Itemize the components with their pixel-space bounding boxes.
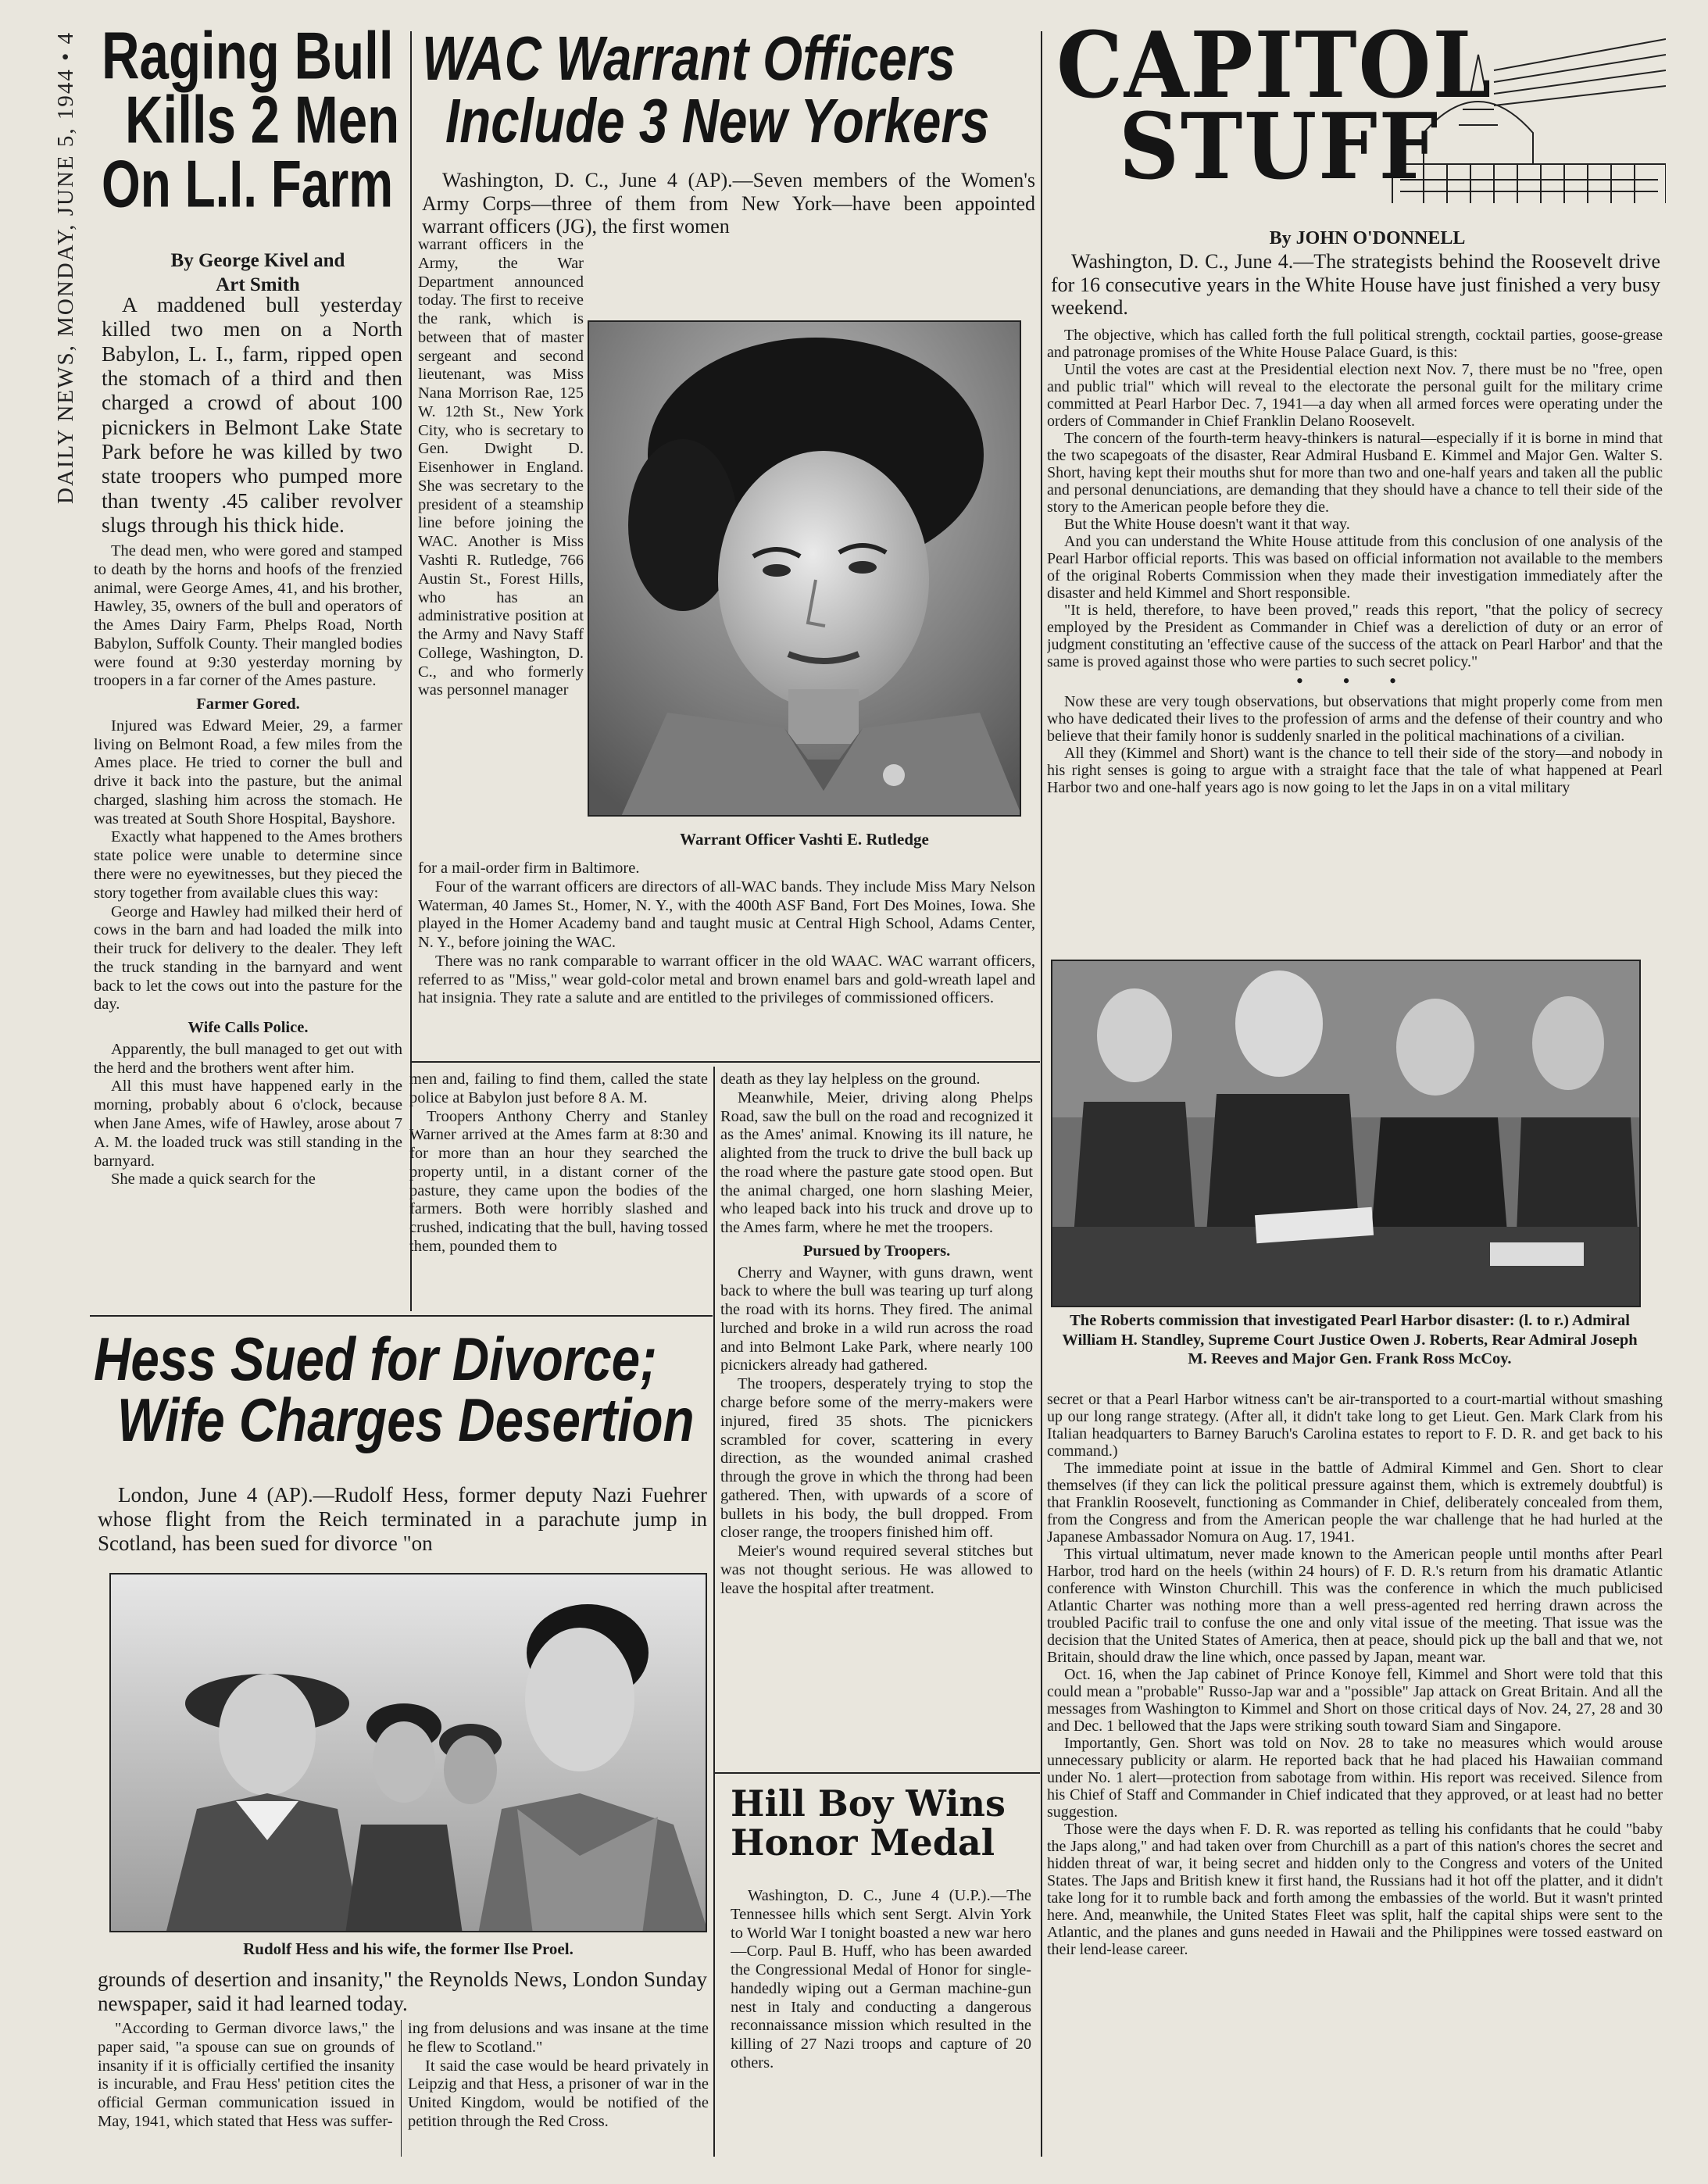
capitol-byline: By JOHN O'DONNELL — [1269, 228, 1466, 248]
bull-headline: Raging Bull Kills 2 Men On L.I. Farm — [102, 19, 400, 222]
hess-lead: London, June 4 (AP).—Rudolf Hess, former deputy Nazi Fuehrer whose flight from the Reich terminated in a parachute jump in Scotland, has been sued for divorce "on — [98, 1483, 707, 1555]
wac-portrait-photo — [588, 320, 1021, 817]
roberts-photo-caption: The Roberts commission that investigated Pearl Harbor disaster: (l. to r.) Admiral William H. Standley, Supreme Court Justice Owen J. Roberts, Rear Admiral Joseph M. Reeves and Major Gen. Frank Ross McCoy. — [1062, 1312, 1638, 1368]
roberts-commission-photo — [1051, 960, 1641, 1307]
wac-lead: Washington, D. C., June 4 (AP).—Seven members of the Women's Army Corps—three of them from New York—have been appointed warrant officers (JG), the first women — [422, 169, 1035, 238]
column-rule — [1041, 31, 1042, 2157]
story-rule — [410, 1061, 1040, 1063]
bull-lead: A maddened bull yesterday killed two men on a North Babylon, L. I., farm, ripped open the stomach of a third and then charged a crowd of about 100 picnickers in Belmont Lake State Park before he was killed by two state troopers who pumped more than twenty .45 caliber revolver slugs through his thick hide. — [102, 292, 402, 538]
hess-photo-caption: Rudolf Hess and his wife, the former Ilse Proel. — [243, 1939, 574, 1958]
wac-headline: WAC Warrant Officers Include 3 New Yorkers — [422, 23, 990, 155]
woman-portrait-image — [589, 322, 1021, 817]
bull-column-1: The dead men, who were gored and stamped to death by the horns and hoofs of the frenzied animal, were George Ames, 41, and his brother, Hawley, 35, owners of the bull and operators of the Ames Dairy Farm, Phelps Road, North Babylon, Suffolk County. Their mangled bodies were found at 9:30 yesterday morning by troopers in a far corner of the Ames pasture. Farmer Gored. Injured was Edward Meier, 29, a farmer living on Belmont Road, a few miles from the Ames place. He tried to corner the bull and drive it back into the pasture, but the animal charged, slashing him across the stomach. He was treated at South Shore Hospital, Bayshore. Exactly what happened to the Ames brothers state police were unable to determine since there were no eyewitnesses, but they pieced the story together from available clues this way: George and Hawley had milked their herd of cows in the barn and had loaded the milk into their truck for delivery to the dealer. They left the truck standing in the barnyard and went back to let the cows out into the pasture for the day. Wife Calls Police. Apparently, the bull managed to get out with the herd and the brothers went after him. All this must have happened early in the morning, probably about 6 o'clock, because when Jane Ames, wife of Hawley, arose about 7 A. M. the loaded truck was still standing in the barnyard. She made a quick search for the — [94, 542, 402, 1189]
logo-capitol-text: CAPITOL — [1056, 13, 1493, 119]
wac-column: warrant officers in the Army, the War Department announced today. The first to receive the rank, which is between that of master sergeant and second lieutenant, was Miss Nana Morrison Rae, 125 W. 12th St., New York City, who is secretary to Gen. Dwight D. Eisenhower in England. She was secretary to the president of a steamship line before joining the WAC. Another is Miss Vashti R. Rutledge, 766 Austin St., Forest Hills, who has an administrative position at the Army and Navy Staff College, Washington, D. C., and who formerly was personnel manager — [418, 236, 584, 699]
wac-photo-caption: Warrant Officer Vashti E. Rutledge — [680, 830, 929, 849]
capitol-column-top: The objective, which has called forth the full political strength, cocktail parties, goose-grease and patronage promises of the White House Palace Guard, is this: Until the votes are cast at the Presidential election next Nov. 7, there must be no "free, open and public trial" which will reveal to the electorate the personal guilt for the military crime committed at Pearl Harbor Dec. 7, 1941—a day when all armed forces were operating under the orders of Commander in Chief Franklin Delano Roosevelt. The concern of the fourth-term heavy-thinkers is natural—especially if it is borne in mind that the two scapegoats of the disaster, Rear Admiral Husband E. Kimmel and Major Gen. Walter S. Short, having kept their mouths shut for more than two and one-half years and taken all the public and personal denunciations, are demanding that they should have a chance to tell their side of the story to the American people before they die. But the White House doesn't want it that way. And you can understand the White House attitude from this conclusion of one analysis of the Pearl Harbor official reports. This was based on official information not available to the members of the original Roberts Commission when they made their investigation immediately after the disaster and held Kimmel and Short responsible. "It is held, therefore, to have been proved," reads this report, "that the policy of secrecy employed by the President as Commander in Chief was a dereliction of duty or an error of judgment constituting an 'effective cause of the success of the attack on Pearl Harbor' and that the same is proved against those who were parties to such secret policy." • • • Now these are very tough observations, but observations that might properly come from men who have dedicated their lives to the profession of arms and the defense of their country and who believe that their family honor is suddenly snarled in the political machinations of a civilian. All they (Kimmel and Short) want is the chance to tell their side of the story—and nobody in his right senses is going to argue with a straight face that the tale of what happened at Pearl Harbor two and one-half years ago is now going to let the Japs in on a vital military — [1047, 327, 1663, 796]
hess-column-2: ing from delusions and was insane at the time he flew to Scotland." It said the case would be heard privately in Leipzig and that Hess, a prisoner of war in the United Kingdom, would be notified of the petition through the Red Cross. — [408, 2020, 709, 2130]
hess-headline: Hess Sued for Divorce; Wife Charges Desertion — [94, 1324, 695, 1454]
commission-group-image — [1052, 961, 1641, 1307]
column-rule — [401, 2020, 402, 2157]
hess-couple-image — [111, 1575, 707, 1932]
capitol-lead: Washington, D. C., June 4.—The strategists behind the Roosevelt drive for 16 consecutive years in the White House have just finished a very busy weekend. — [1051, 250, 1660, 320]
hess-after-photo: grounds of desertion and insanity," the Reynolds News, London Sunday newspaper, said it had learned today. — [98, 1968, 707, 2015]
column-rule — [713, 1067, 715, 2157]
hill-body: Washington, D. C., June 4 (U.P.).—The Tennessee hills which sent Sergt. Alvin York to World War I tonight boasted a new war hero—Corp. Paul B. Huff, who has been awarded the Congressional Medal of Honor for single-handedly wiping out a German machine-gun nest in Italy and conducting a dangerous reconnaissance mission which resulted in the killing of 27 Nazi troops and capture of 20 others. — [731, 1887, 1031, 2071]
wac-tail: for a mail-order firm in Baltimore. Four of the warrant officers are directors of all-WAC bands. They include Miss Mary Nelson Waterman, 40 James St., Homer, N. Y., with the 400th ASF Band, Fort Des Moines, Iowa. She played in the Homer Academy band and taught music at Central High School, Adams Center, N. Y., before joining the WAC. There was no rank comparable to warrant officer in the old WAAC. WAC warrant officers, referred to as "Miss," wear gold-color metal and brown enamel bars and gold-wreath lapel and hat insignia. They rate a salute and are entitled to the privileges of commissioned officers. — [418, 860, 1035, 1007]
page-folio: DAILY NEWS, MONDAY, JUNE 5, 1944 • 4 — [53, 31, 78, 505]
logo-stuff-text: STUFF — [1119, 94, 1440, 200]
hess-column-1: "According to German divorce laws," the paper said, "a spouse can sue on grounds of insanity if it is officially certified the insanity is incurable, and Frau Hess' petition cites the official German communication issued in May, 1941, which stated that Hess was suffer- — [98, 2020, 395, 2130]
story-rule — [90, 1315, 713, 1317]
hess-photo — [109, 1573, 707, 1932]
bull-column-3: death as they lay helpless on the ground. Meanwhile, Meier, driving along Phelps Road, saw the bull on the road and recognized it as the Ames' animal. Knowing its ill nature, he alighted from the truck to drive the bull back up the road where the pasture gate stood open. But the animal charged, one horn slashing Meier, who leaped back into his truck and drove up to the Ames farm, where he met the troopers. Pursued by Troopers. Cherry and Wayner, with guns drawn, went back to where the bull was tearing up turf along the road with its horns. They fired. The animal lurched and broke in a wild run across the road and into Belmont Lake Park, where nearly 100 picnickers already had gathered. The troopers, desperately trying to stop the charge before some of the merry-makers were injured, fired 35 shots. The picnickers scrambled for cover, scattering in every direction, as the wounded animal crashed through the grove in which the throng had been gathered. Then, with upwards of a score of bullets in his body, the bull dropped. From closer range, the troopers finished him off. Meier's wound required several stitches but was not thought serious. He was allowed to leave the hospital after treatment. — [720, 1071, 1033, 1597]
bull-byline: By George Kivel and Art Smith — [170, 250, 345, 296]
hill-headline: Hill Boy Wins Honor Medal — [731, 1782, 1006, 1864]
bull-column-2: men and, failing to find them, called the state police at Babylon just before 8 A. M. Troopers Anthony Cherry and Stanley Warner arrived at the Ames farm at 8:30 and for more than an hour they searched the property until, in a distant corner of the pasture, they came upon the bodies of the farmers. Both were horribly slashed and crushed, indicating that the bull, having tossed them, pounded them to — [409, 1071, 708, 1255]
capitol-column-bottom: secret or that a Pearl Harbor witness can't be air-transported to a court-martial without smashing up our long range strategy. (After all, it didn't take long to get Lieut. Gen. Mark Clark from his Italian headquarters to Barney Baruch's Carolina estates to report to F. D. R. and get back to his command.) The immediate point at issue in the battle of Admiral Kimmel and Gen. Short to clear themselves (if they can lick the political pressure against them, which is extremely doubtful) is that Franklin Roosevelt, functioning as Commander in Chief, deliberately concealed from them, from the Congress and from the American people the war challenge that he had hurled at the Japanese Ambassador Nomura on Aug. 17, 1941. This virtual ultimatum, never made known to the American people until months after Pearl Harbor, trod hard on the heels (within 24 hours) of F. D. R.'s return from his dramatic Atlantic conference with Winston Churchill. This was the conference in which the much publicised Atlantic Charter was nothing more than a well press-agented red herring drawn across the troubled Pacific trail to confuse the one and only vital issue of the meeting. That issue was the decision that the United States of America, then at peace, should pick up the ball and that we, not Britain, should draw the line which, once passed by Japan, meant war. Oct. 16, when the Jap cabinet of Prince Konoye fell, Kimmel and Short were told that this could mean a "probable" Russo-Jap war and a "possible" Jap attack on Great Britain. And all the messages from Washington to Kimmel and Short on those critical days of Nov. 24, 27, 28 and 30 and Dec. 1 bellowed that the Japs were striking south toward Siam and Singapore. Importantly, Gen. Short was told on Nov. 28 to take no measures which would arouse unnecessary publicity or alarm. He reported back that he had placed his Hawaiian command under No. 1 alert—protection from sabotage from within. His report was received. Silence from his Chief of Staff and Commander in Chief indicated that they approved, or at least had no better suggestion. Those were the days when F. D. R. was reported as telling his confidants that he could "baby the Japs along," and had taken over from Churchill as a part of this nation's chores the secret and hidden threat of war, it being secret and hidden only to the Congress and voters of the United States. The Japs and British knew it first hand, the Russians had it hot off the platter, and it didn't take long for it to rumble back and forth among the embassies of the world. But it wasn't printed here. And, meanwhile, the United States Fleet was split, half the capital ships were sent to the Atlantic, and the planes and guns needed in Hawaii and the Philippines were tossed eastward on their lend-lease career. — [1047, 1391, 1663, 1958]
capitol-stuff-logo — [1056, 13, 1666, 211]
